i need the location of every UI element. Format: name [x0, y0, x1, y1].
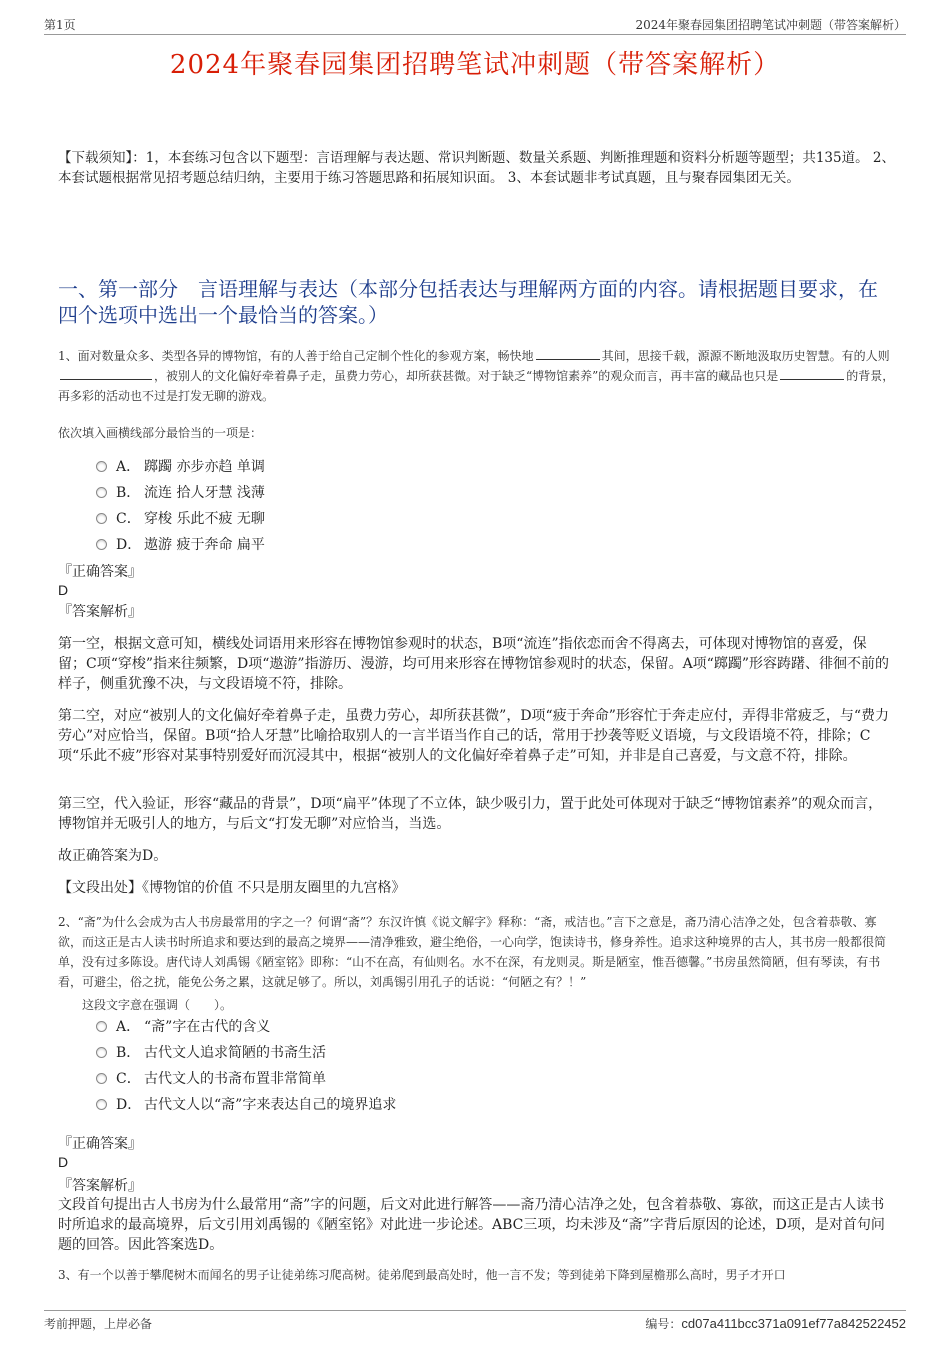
page-footer: [44, 1310, 906, 1331]
radio-button[interactable]: [96, 1021, 107, 1032]
running-title: 2024年聚春园集团招聘笔试冲刺题（带答案解析）: [635, 18, 906, 32]
footer-slogan: 考前押题，上岸必备: [44, 1317, 153, 1331]
option-text: 古代文人以“斋”字来表达自己的境界追求: [144, 1097, 397, 1113]
section-title: 一、第一部分 言语理解与表达（本部分包括表达与理解两方面的内容。请根据题目要求，在四个选项中选出一个最恰当的答案。）: [58, 277, 878, 327]
question-1-instruction: 依次填入画横线部分最恰当的一项是：: [58, 426, 263, 440]
option-letter: A．: [116, 459, 141, 475]
fill-blank-3: [780, 367, 844, 380]
radio-button[interactable]: [96, 487, 107, 498]
radio-button[interactable]: [96, 1073, 107, 1084]
analysis-paragraph: 第二空，对应“被别人的文化偏好牵着鼻子走，虽费力劳心，却所获甚微”，D项“疲于奔命”形容忙于奔走应付，弄得非常疲乏，与“费力劳心”对应恰当，保留。B项“拾人牙慧”比喻拾取别人的一言半语当作自己的话，常用于抄袭等贬义语境，与文段语境不符，排除；C项“乐此不疲”形容对某事特别爱好而沉浸其中，根据“被别人的文化偏好牵着鼻子走”可知，并非是自己喜爱，与文意不符，排除。: [58, 708, 890, 764]
question-2-text: 2、“斋”为什么会成为古人书房最常用的字之一？何谓“斋”？东汉许慎《说文解字》释称：“斋，戒洁也。”言下之意是，斋乃清心洁净之处，包含着恭敬、寡欲，而这正是古人读书时所追求和要达到的最高之境界——清净雅致，避尘绝俗，一心向学，饱读诗书，修身养性。追求这种境界的古人，其书房一般都很简单，没有过多陈设。唐代诗人刘禹锡《陋室铭》即称：“山不在高，有仙则名。水不在深，有龙则灵。斯是陋室，惟吾德馨。”书房虽然简陋，但有琴读，有书看，可避尘，俗之扰，能免公务之累，这就足够了。所以，刘禹锡引用孔子的话说：“何陋之有？！”: [58, 915, 887, 989]
analysis-paragraph: 文段首句提出古人书房为什么最常用“斋”字的问题，后文对此进行解答——斋乃清心洁净之处，包含着恭敬、寡欲，而这正是古人读书时所追求的最高境界，后文引用刘禹锡的《陋室铭》对此进一步论述。ABC三项，均未涉及“斋”字背后原因的论述，D项，是对首句问题的回答。因此答案选D。: [58, 1197, 885, 1253]
fill-blank-1: [536, 347, 600, 360]
radio-button[interactable]: [96, 513, 107, 524]
option-b[interactable]: [96, 479, 265, 505]
option-letter: B．: [116, 485, 141, 501]
analysis-paragraph: 第一空，根据文意可知，横线处词语用来形容在博物馆参观时的状态，B项“流连”指依恋而舍不得离去，可体现对博物馆的喜爱，保留；C项“穿梭”指来往频繁，D项“遨游”指游历、漫游，均可用来形容在博物馆参观时的状态，保留。A项“踯躅”形容踌躇、徘徊不前的样子，侧重犹豫不决，与文段语境不符，排除。: [58, 636, 889, 692]
option-letter: C．: [116, 511, 141, 527]
radio-button[interactable]: [96, 461, 107, 472]
correct-answer-label: 『正确答案』: [58, 1136, 142, 1152]
download-notice: 【下载须知】：1，本套练习包含以下题型：言语理解与表达题、常识判断题、数量关系题、判断推理题和资料分析题等题型；共135道。 2、本套试题根据常见招考题总结归纳，主要用于练习答题思路和拓展知识面。 3、本套试题非考试真题，且与聚春园集团无关。: [58, 150, 895, 186]
correct-answer: D: [58, 582, 69, 598]
page-header: [44, 14, 906, 35]
radio-button[interactable]: [96, 539, 107, 550]
question-2-options: [96, 1013, 396, 1117]
option-letter: A．: [116, 1019, 141, 1035]
document-title: 2024年聚春园集团招聘笔试冲刺题（带答案解析）: [169, 50, 781, 80]
option-c[interactable]: [96, 505, 265, 531]
option-letter: D．: [116, 1097, 142, 1113]
question-1-text: 1、面对数量众多、类型各异的博物馆，有的人善于给自己定制个性化的参观方案，畅快地 其间，思接千载，源源不断地汲取历史智慧。有的人则，被别人的文化偏好牵着鼻子走，虽费力劳心，却所获甚微。对于缺乏“博物馆素养”的观众而言，再丰富的藏品也只是 的背景，再多彩的活动也不过是打发无聊的游戏。: [58, 349, 895, 403]
option-letter: B．: [116, 1045, 141, 1061]
option-c[interactable]: [96, 1065, 396, 1091]
option-b[interactable]: [96, 1039, 396, 1065]
option-d[interactable]: [96, 1091, 396, 1117]
option-text: 遨游 疲于奔命 扁平: [144, 537, 265, 553]
option-text: 流连 拾人牙慧 浅薄: [144, 485, 265, 501]
fill-blank-2: [60, 367, 152, 380]
option-text: 古代文人追求简陋的书斋生活: [144, 1045, 326, 1061]
question-1-options: [96, 453, 265, 557]
analysis-label: 『答案解析』: [58, 1178, 142, 1194]
page-number: 第1页: [44, 18, 76, 32]
radio-button[interactable]: [96, 1047, 107, 1058]
question-2-prompt: 这段文字意在强调（ ）。: [82, 998, 233, 1012]
option-d[interactable]: [96, 531, 265, 557]
correct-answer: D: [58, 1154, 69, 1170]
option-text: 古代文人的书斋布置非常简单: [144, 1071, 326, 1087]
option-letter: D．: [116, 537, 142, 553]
analysis-paragraph: 第三空，代入验证，形容“藏品的背景”，D项“扁平”体现了不立体，缺少吸引力，置于此处可体现对于缺乏“博物馆素养”的观众而言，博物馆并无吸引人的地方，与后文“打发无聊”对应恰当，当选。: [58, 796, 883, 832]
option-a[interactable]: [96, 1013, 396, 1039]
option-text: 穿梭 乐此不疲 无聊: [144, 511, 265, 527]
option-a[interactable]: [96, 453, 265, 479]
option-text: “斋”字在古代的含义: [144, 1019, 271, 1035]
document-code: 编号：cd07a411bcc371a091ef77a842522452: [645, 1316, 906, 1331]
question-3-text: 3、有一个以善于攀爬树木而闻名的男子让徒弟练习爬高树。徒弟爬到最高处时，他一言不发；等到徒弟下降到屋檐那么高时，男子才开口: [58, 1268, 786, 1282]
text-source: 【文段出处】《博物馆的价值 不只是朋友圈里的九宫格》: [58, 880, 406, 896]
option-text: 踯躅 亦步亦趋 单调: [144, 459, 265, 475]
radio-button[interactable]: [96, 1099, 107, 1110]
option-letter: C．: [116, 1071, 141, 1087]
analysis-conclusion: 故正确答案为D。: [58, 848, 168, 864]
correct-answer-label: 『正确答案』: [58, 564, 142, 580]
analysis-label: 『答案解析』: [58, 604, 142, 620]
